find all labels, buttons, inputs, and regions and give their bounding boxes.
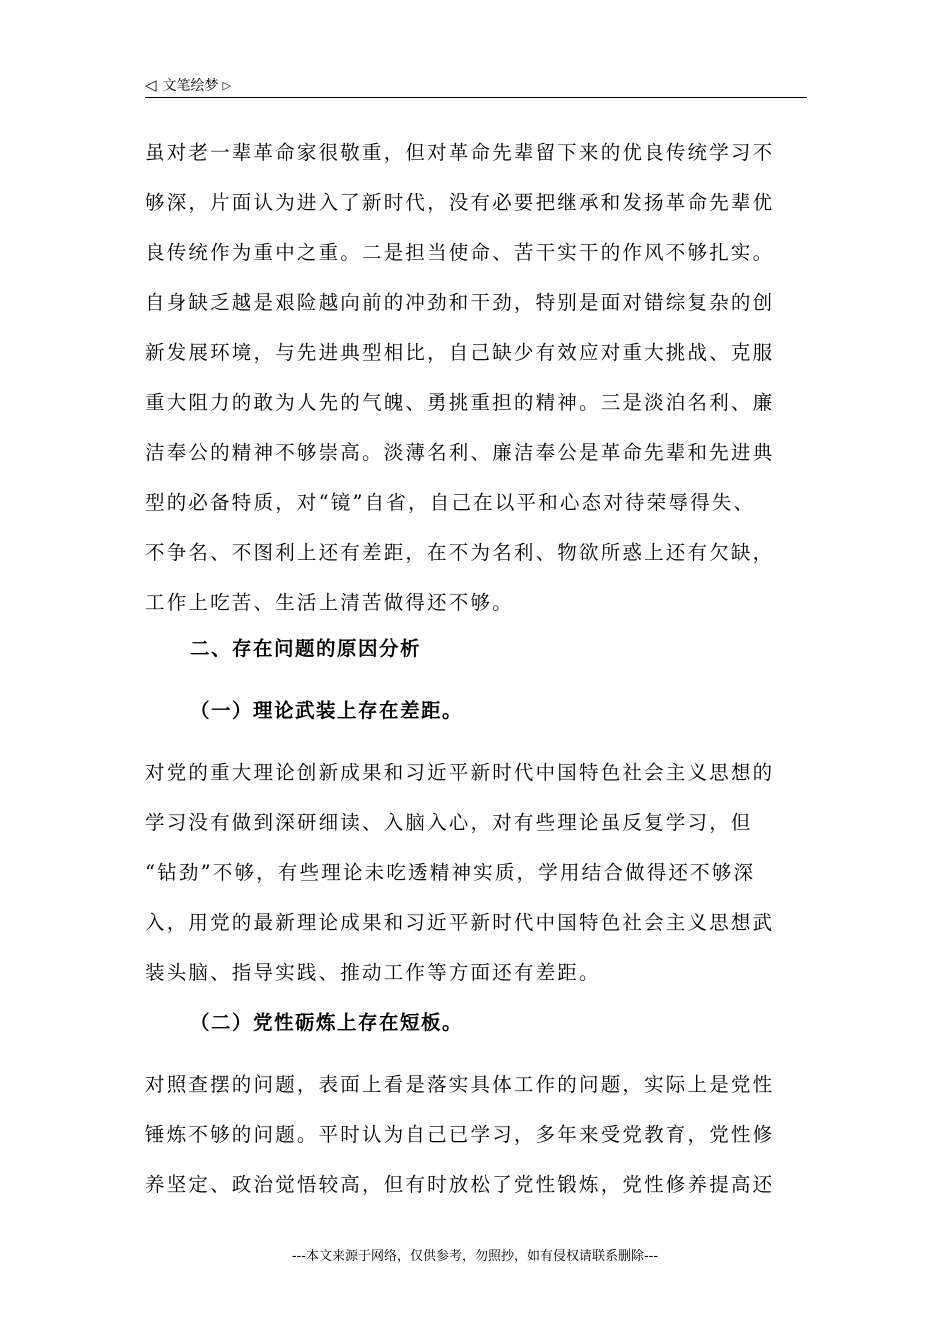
text-line: 够深，片面认为进入了新时代，没有必要把继承和发扬革命先辈优 (145, 191, 775, 214)
subsection-heading-2: （二）党性砺炼上存在短板。 (190, 1011, 464, 1034)
text-line: 养坚定、政治觉悟较高，但有时放松了党性锻炼，党性修养提高还 (145, 1173, 775, 1196)
text-line: 重大阻力的敢为人先的气魄、勇挑重担的精神。三是淡泊名利、廉 (145, 391, 775, 414)
triangle-left-icon: ◁ (145, 75, 157, 94)
paragraph-2 (145, 748, 807, 998)
paragraph-3 (145, 1060, 807, 1210)
text-line: 不争名、不图利上还有差距，在不为名利、物欲所惑上还有欠缺， (145, 541, 775, 564)
text-line: 新发展环境，与先进典型相比，自己缺少有效应对重大挑战、克服 (145, 341, 775, 364)
text-line: 良传统作为重中之重。二是担当使命、苦干实干的作风不够扎实。 (145, 241, 775, 264)
section-heading: 二、存在问题的原因分析 (190, 637, 422, 660)
triangle-right-icon: ▷ (222, 78, 232, 92)
text-line: 洁奉公的精神不够崇高。淡薄名利、廉洁奉公是革命先辈和先进典 (145, 441, 775, 464)
text-line: 虽对老一辈革命家很敬重，但对革命先辈留下来的优良传统学习不 (145, 141, 775, 164)
text-line: 对照查摆的问题，表面上看是落实具体工作的问题，实际上是党性 (145, 1073, 775, 1096)
text-line: 对党的重大理论创新成果和习近平新时代中国特色社会主义思想的 (145, 761, 775, 784)
text-line: “钻劲”不够，有些理论未吃透精神实质，学用结合做得还不够深 (145, 861, 756, 884)
text-line: 学习没有做到深研细读、入脑入心，对有些理论虽反复学习，但 (145, 811, 753, 834)
page-header (145, 73, 807, 98)
page-footer: ---本文来源于网络，仅供参考，勿照抄，如有侵权请联系删除--- (291, 1249, 659, 1264)
text-line: 工作上吃苦、生活上清苦做得还不够。 (145, 591, 514, 614)
subsection-heading-1: （一）理论武装上存在差距。 (190, 699, 464, 722)
paragraph-1 (145, 128, 807, 628)
text-line: 装头脑、指导实践、推动工作等方面还有差距。 (145, 961, 601, 984)
header-title: 文笔绘梦 (162, 78, 219, 94)
text-line: 自身缺乏越是艰险越向前的冲劲和干劲，特别是面对错综复杂的创 (145, 291, 775, 314)
text-line: 入，用党的最新理论成果和习近平新时代中国特色社会主义思想武 (145, 911, 775, 934)
text-line: 型的必备特质，对“镜”自省，自己在以平和心态对待荣辱得失、 (145, 491, 756, 514)
text-line: 锤炼不够的问题。平时认为自己已学习，多年来受党教育，党性修 (145, 1123, 775, 1146)
